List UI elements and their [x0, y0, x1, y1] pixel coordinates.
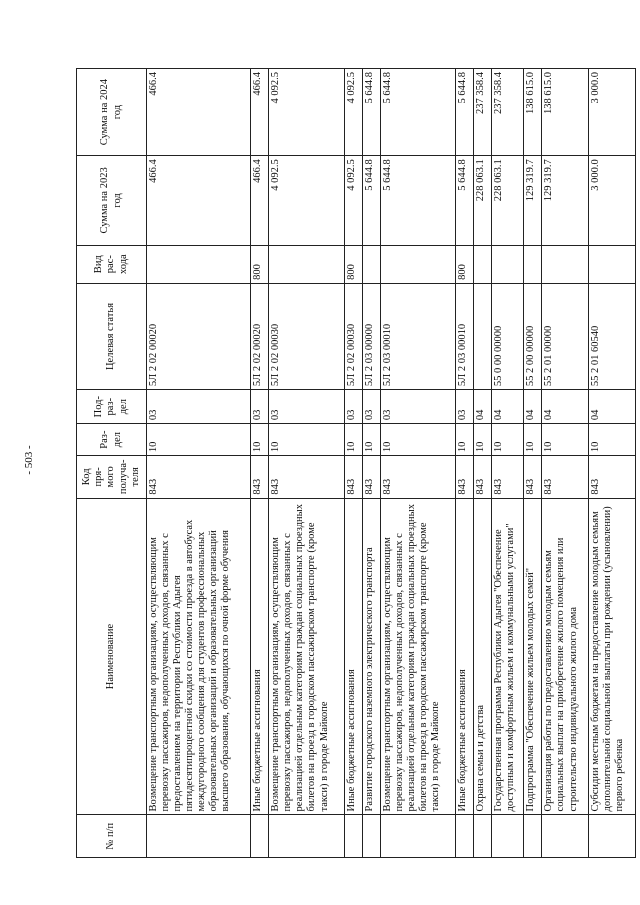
cell-num	[269, 815, 345, 858]
cell-name: Охрана семьи и детства	[474, 498, 492, 815]
cell-sum-2024: 138 615.0	[524, 69, 542, 156]
cell-section: 10	[456, 424, 474, 456]
cell-subsection: 04	[492, 390, 524, 424]
cell-section: 10	[251, 424, 269, 456]
cell-target: 5Л 2 02 00020	[251, 283, 269, 389]
cell-num	[542, 815, 589, 858]
cell-target: 5Л 2 02 00030	[344, 283, 362, 389]
cell-name: Субсидии местным бюджетам на предоставление молодым семьям дополнительной социальной выплаты при рождении (усыновлении) первого ребенка	[589, 498, 636, 815]
cell-recipient: 843	[524, 456, 542, 499]
cell-num	[147, 815, 251, 858]
cell-subsection: 04	[474, 390, 492, 424]
cell-sum-2024: 466.4	[251, 69, 269, 156]
cell-subsection: 03	[456, 390, 474, 424]
cell-name: Государственная программа Республики Адыгея "Обеспечение доступным и комфортным жильем и коммунальными услугами"	[492, 498, 524, 815]
table-row	[251, 69, 269, 858]
page-number: - 503 -	[23, 445, 35, 475]
cell-name: Подпрограмма "Обеспечение жильем молодых семей"	[524, 498, 542, 815]
cell-exp-type	[380, 245, 456, 283]
cell-section: 10	[362, 424, 380, 456]
cell-name: Организация работы по предоставлению молодым семьям социальных выплат на приобретение жилого помещения или строительство индивидуального жилого дома	[542, 498, 589, 815]
cell-name: Возмещение транспортным организациям, осуществляющим перевозку пассажиров, недополученных доходов, связанных с реализацией отдельным категориям граждан социальных проездных билетов на проезд в городском пассажирском транспорте (кроме такси) в городе Майкопе	[380, 498, 456, 815]
cell-sum-2023: 466.4	[147, 156, 251, 245]
cell-num	[524, 815, 542, 858]
cell-section: 10	[474, 424, 492, 456]
table-row	[380, 69, 456, 858]
cell-subsection: 03	[251, 390, 269, 424]
cell-sum-2024: 5 644.8	[456, 69, 474, 156]
table-row	[542, 69, 589, 858]
cell-exp-type	[524, 245, 542, 283]
header-sum-2024: Сумма на 2024 год	[77, 69, 147, 156]
cell-sum-2024: 4 092.5	[269, 69, 345, 156]
header-section: Раз-дел	[77, 424, 147, 456]
cell-num	[362, 815, 380, 858]
cell-section: 10	[524, 424, 542, 456]
header-name: Наименование	[77, 498, 147, 815]
cell-sum-2023: 466.4	[251, 156, 269, 245]
cell-name: Иные бюджетные ассигнования	[456, 498, 474, 815]
cell-recipient: 843	[589, 456, 636, 499]
cell-sum-2023: 129 319.7	[524, 156, 542, 245]
header-target: Целевая статья	[77, 283, 147, 389]
table-header-row	[77, 69, 147, 858]
cell-name: Возмещение транспортным организациям, осуществляющим перевозку пассажиров, недополученных доходов, связанных с предоставлением на территории Республики Адыгея пятидесятипроцентной скидки со стоимости проезда в автобусах междугородного сообщения для студентов профессиональных образовательных организаций и образовательных организаций высшего образования, обучающихся по очной форме обучения	[147, 498, 251, 815]
cell-subsection: 04	[542, 390, 589, 424]
cell-num	[251, 815, 269, 858]
cell-sum-2023: 5 644.8	[362, 156, 380, 245]
header-sum-2023: Сумма на 2023 год	[77, 156, 147, 245]
cell-subsection: 03	[362, 390, 380, 424]
cell-section: 10	[542, 424, 589, 456]
cell-recipient: 843	[474, 456, 492, 499]
cell-sum-2024: 3 000.0	[589, 69, 636, 156]
cell-sum-2024: 237 358.4	[492, 69, 524, 156]
cell-num	[344, 815, 362, 858]
table-row	[589, 69, 636, 858]
cell-recipient: 843	[542, 456, 589, 499]
table-row	[147, 69, 251, 858]
cell-recipient: 843	[251, 456, 269, 499]
cell-name: Возмещение транспортным организациям, осуществляющим перевозку пассажиров, недополученных доходов, связанных с реализацией отдельным категориям граждан социальных проездных билетов на проезд в городском пассажирском транспорте (кроме такси) в городе Майкопе	[269, 498, 345, 815]
cell-section: 10	[269, 424, 345, 456]
table-row	[474, 69, 492, 858]
cell-recipient: 843	[344, 456, 362, 499]
budget-table	[76, 68, 636, 858]
cell-num	[380, 815, 456, 858]
cell-subsection: 04	[589, 390, 636, 424]
cell-sum-2023: 3 000.0	[589, 156, 636, 245]
cell-subsection: 03	[380, 390, 456, 424]
cell-name: Иные бюджетные ассигнования	[344, 498, 362, 815]
cell-num	[492, 815, 524, 858]
cell-sum-2024: 5 644.8	[380, 69, 456, 156]
cell-sum-2023: 228 063.1	[474, 156, 492, 245]
cell-target: 55 2 00 00000	[524, 283, 542, 389]
cell-num	[589, 815, 636, 858]
cell-section: 10	[492, 424, 524, 456]
header-exp-type: Вид рас-хода	[77, 245, 147, 283]
cell-exp-type	[474, 245, 492, 283]
cell-sum-2024: 466.4	[147, 69, 251, 156]
cell-section: 10	[380, 424, 456, 456]
cell-recipient: 843	[147, 456, 251, 499]
header-num: № п/п	[77, 815, 147, 858]
cell-sum-2023: 5 644.8	[456, 156, 474, 245]
cell-target: 55 0 00 00000	[492, 283, 524, 389]
cell-sum-2023: 228 063.1	[492, 156, 524, 245]
table-body	[147, 69, 636, 858]
cell-num	[456, 815, 474, 858]
cell-sum-2024: 4 092.5	[344, 69, 362, 156]
cell-recipient: 843	[456, 456, 474, 499]
cell-section: 10	[344, 424, 362, 456]
cell-sum-2024: 237 358.4	[474, 69, 492, 156]
cell-sum-2024: 5 644.8	[362, 69, 380, 156]
cell-exp-type	[589, 245, 636, 283]
table-row	[344, 69, 362, 858]
table-row	[456, 69, 474, 858]
cell-sum-2023: 4 092.5	[269, 156, 345, 245]
cell-recipient: 843	[269, 456, 345, 499]
cell-target: 5Л 2 02 00030	[269, 283, 345, 389]
cell-subsection: 03	[147, 390, 251, 424]
cell-exp-type	[147, 245, 251, 283]
cell-target: 5Л 2 02 00020	[147, 283, 251, 389]
cell-recipient: 843	[492, 456, 524, 499]
cell-name: Иные бюджетные ассигнования	[251, 498, 269, 815]
budget-table-rotated	[76, 68, 636, 858]
cell-sum-2023: 129 319.7	[542, 156, 589, 245]
cell-exp-type: 800	[251, 245, 269, 283]
cell-target: 5Л 2 03 00010	[380, 283, 456, 389]
cell-num	[474, 815, 492, 858]
table-row	[492, 69, 524, 858]
cell-recipient: 843	[380, 456, 456, 499]
cell-section: 10	[147, 424, 251, 456]
cell-recipient: 843	[362, 456, 380, 499]
cell-exp-type: 800	[344, 245, 362, 283]
cell-name: Развитие городского наземного электрического транспорта	[362, 498, 380, 815]
cell-subsection: 03	[344, 390, 362, 424]
header-recipient: Код пря-мого получа-теля	[77, 456, 147, 499]
table-row	[524, 69, 542, 858]
cell-subsection: 03	[269, 390, 345, 424]
table-row	[362, 69, 380, 858]
cell-sum-2024: 138 615.0	[542, 69, 589, 156]
cell-sum-2023: 4 092.5	[344, 156, 362, 245]
cell-target: 5Л 2 03 00000	[362, 283, 380, 389]
cell-target: 5Л 2 03 00010	[456, 283, 474, 389]
table-row	[269, 69, 345, 858]
cell-exp-type	[542, 245, 589, 283]
cell-exp-type	[269, 245, 345, 283]
cell-subsection: 04	[524, 390, 542, 424]
cell-target: 55 2 01 60540	[589, 283, 636, 389]
header-subsection: Под-раз-дел	[77, 390, 147, 424]
cell-target: 55 2 01 00000	[542, 283, 589, 389]
cell-section: 10	[589, 424, 636, 456]
cell-exp-type	[492, 245, 524, 283]
cell-exp-type: 800	[456, 245, 474, 283]
cell-exp-type	[362, 245, 380, 283]
cell-target	[474, 283, 492, 389]
cell-sum-2023: 5 644.8	[380, 156, 456, 245]
